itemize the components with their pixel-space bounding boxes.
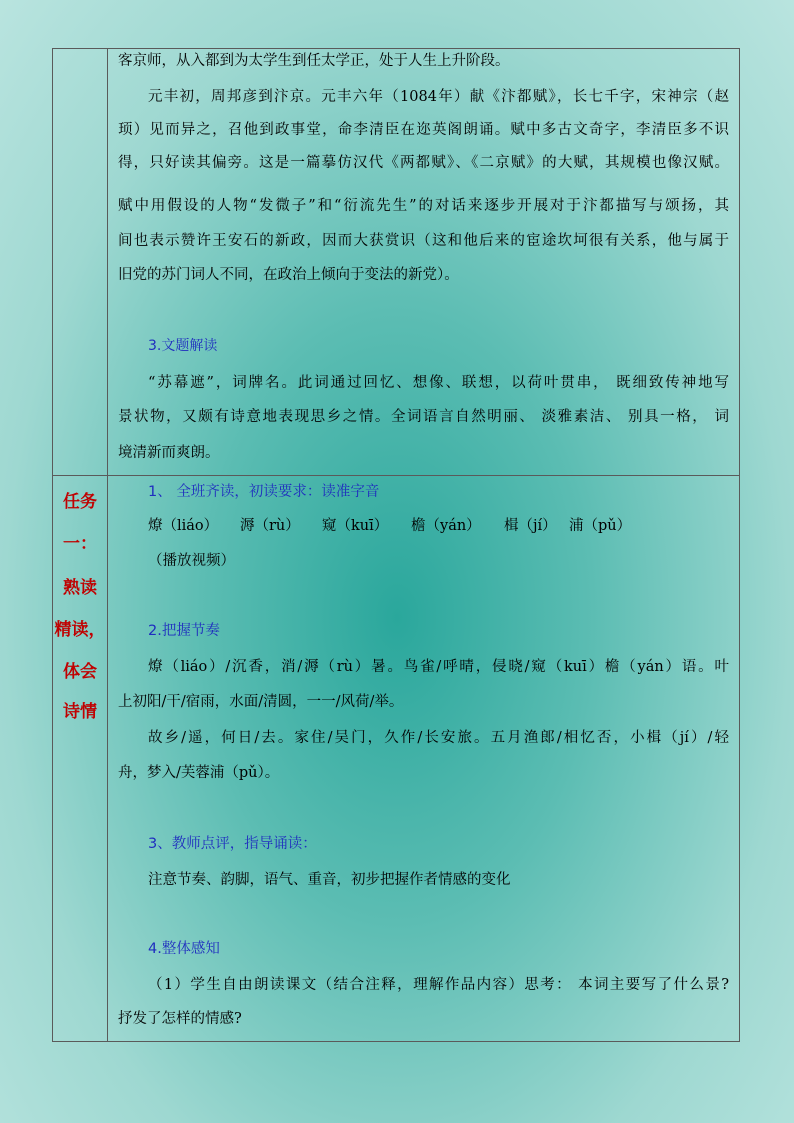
pinyin-item: 燎（liáo） bbox=[148, 518, 219, 534]
section-heading: 2.把握节奏 bbox=[148, 623, 220, 639]
rhythm-line: 上初阳/干/宿雨，水面/清圆，一一/风荷/举。 bbox=[118, 694, 404, 710]
task-label-line: 一： bbox=[63, 534, 97, 554]
rhythm-line: 燎（liáo）/沉香，消/溽（rù）暑。鸟雀/呼晴，侵晓/窥（kuī）檐（yán）语。叶 bbox=[148, 659, 729, 675]
intro-cell bbox=[108, 49, 739, 475]
intro-line: 顼）见而异之，召他到政事堂，命李清臣在迩英阁朗诵。赋中多古文奇字，李清臣多不识 bbox=[118, 122, 729, 138]
intro-line: 元丰初，周邦彦到汴京。元丰六年（1084年）献《汴都赋》，长七千字，宋神宗（赵 bbox=[148, 89, 729, 105]
task-cell bbox=[108, 476, 739, 1041]
perceive-line: 抒发了怎样的情感? bbox=[118, 1011, 242, 1027]
intro-line: 得，只好读其偏旁。这是一篇摹仿汉代《两都赋》、《二京赋》的大赋，其规模也像汉赋。 bbox=[118, 155, 729, 171]
intro-line: 旧党的苏门词人不同，在政治上倾向于变法的新党）。 bbox=[118, 267, 459, 283]
intro-line: “苏幕遮”，词牌名。此词通过回忆、想像、联想，以荷叶贯串， 既细致传神地写 bbox=[148, 375, 729, 391]
section-heading: 3.文题解读 bbox=[148, 338, 218, 354]
task-label-line: 体会 bbox=[63, 662, 97, 682]
task-label-line: 熟读 bbox=[63, 578, 97, 598]
perceive-line: （1）学生自由朗读课文（结合注释，理解作品内容）思考： 本词主要写了什么景? bbox=[148, 977, 729, 993]
section-heading: 3、教师点评，指导诵读： bbox=[148, 836, 317, 852]
intro-line: 赋中用假设的人物“发微子”和“衍流先生”的对话来逐步开展对于汴都描写与颂扬，其 bbox=[118, 198, 729, 214]
intro-line: 间也表示赞许王安石的新政，因而大获赏识（这和他后来的宦途坎坷很有关系，他与属于 bbox=[118, 233, 729, 249]
pinyin-list bbox=[148, 516, 729, 536]
pinyin-item: 浦（pǔ） bbox=[569, 518, 632, 534]
section-heading: 1、 全班齐读，初读要求：读准字音 bbox=[148, 484, 380, 500]
lesson-table bbox=[52, 48, 740, 1042]
intro-line: 境清新而爽朗。 bbox=[118, 445, 220, 461]
pinyin-item: 溽（rù） bbox=[240, 518, 300, 534]
task-label-line: 精读， bbox=[54, 620, 106, 640]
reading-guidance: 注意节奏、韵脚，语气、重音，初步把握作者情感的变化 bbox=[148, 872, 511, 888]
video-note: （播放视频） bbox=[148, 553, 235, 569]
intro-line: 景状物，又颇有诗意地表现思乡之情。全词语言自然明丽、 淡雅素洁、 别具一格， 词 bbox=[118, 409, 729, 425]
section-heading: 4.整体感知 bbox=[148, 941, 220, 957]
intro-line: 客京师，从入都到为太学生到任太学正，处于人生上升阶段。 bbox=[118, 53, 510, 69]
pinyin-item: 窥（kuī） bbox=[322, 518, 389, 534]
pinyin-item: 檐（yán） bbox=[411, 518, 481, 534]
rhythm-line: 舟，梦入/芙蓉浦（pǔ）。 bbox=[118, 765, 280, 781]
task-label-line: 任务 bbox=[63, 492, 97, 512]
pinyin-item: 楫（jí） bbox=[504, 518, 557, 534]
task-label-line: 诗情 bbox=[63, 702, 97, 722]
rhythm-line: 故乡/遥，何日/去。家住/吴门，久作/长安旅。五月渔郎/相忆否，小楫（jí）/轻 bbox=[148, 730, 729, 746]
